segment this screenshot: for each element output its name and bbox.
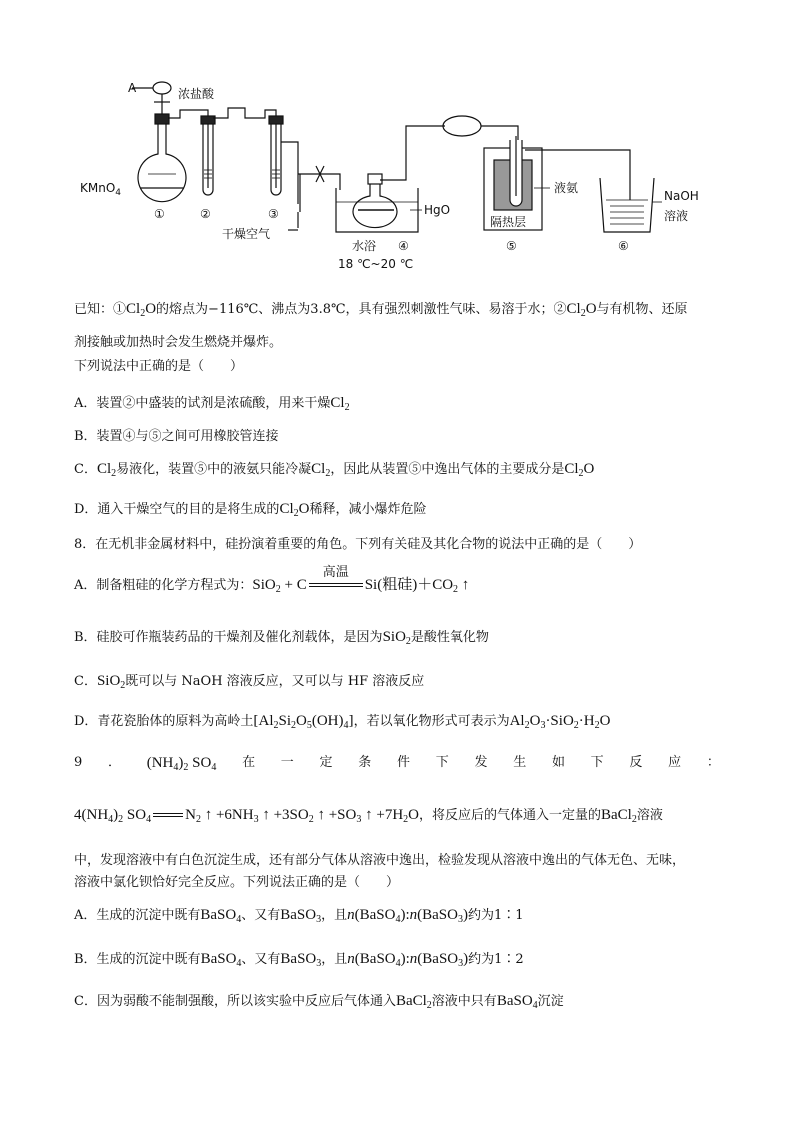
q7-option-a: A．装置②中盛装的试剂是浓硫酸，用来干燥$Cl_2$	[74, 395, 350, 413]
q7-option-d: D．通入干燥空气的目的是将生成的$Cl_2O$稀释，减小爆炸危险	[74, 501, 427, 519]
label-device-6: ⑥	[618, 239, 629, 253]
q8-option-d: D．青花瓷胎体的原料为高岭土$[Al_2Si_2O_5(OH)_4]$，若以氧化物形式可表示为$Al_2O_3\cdot SiO_2\cdot H_2O$	[74, 713, 611, 731]
q9-stem-line-4: 溶液中氯化钡恰好完全反应。下列说法正确的是（ ）	[74, 875, 400, 890]
label-solution: 溶液	[664, 209, 689, 223]
label-device-5: ⑤	[506, 239, 517, 253]
label-a: A	[128, 81, 137, 95]
q9-option-a: A．生成的沉淀中既有BaSO$_4$、又有BaSO$_3$，且n(BaSO$_4$):n(BaSO$_3$)约为1∶1	[74, 907, 524, 925]
known-line-2: 剂接触或加热时会发生燃烧并爆炸。	[74, 335, 283, 350]
q8-option-b: B．硅胶可作瓶装药品的干燥剂及催化剂载体，是因为SiO$_2$是酸性氧化物	[74, 629, 489, 647]
q9-equation-line: $4(NH_4)_2$ $SO_4$ $N_2$ ↑ $+6NH_3$ ↑ $+3SO_2$ ↑ $+SO_3$ ↑ $+7H_2O$，将反应后的气体通入一定量的BaCl$_2$溶液	[74, 807, 663, 825]
label-device-1: ①	[154, 207, 165, 221]
q7-stem: 下列说法中正确的是（ ）	[74, 359, 244, 374]
label-device-4: ④	[398, 239, 409, 253]
q8-option-a: A．制备粗硅的化学方程式为：SiO$_2$ + C 高温 Si(粗硅)$+CO_2$ ↑	[74, 565, 470, 595]
q8-option-c: C．SiO$_2$既可以与 NaOH 溶液反应，又可以与 HF 溶液反应	[74, 673, 425, 691]
label-water-bath: 水浴	[352, 239, 377, 253]
label-device-2: ②	[200, 207, 211, 221]
q9-option-c: C．因为弱酸不能制强酸，所以该实验中反应后气体通入BaCl$_2$溶液中只有BaSO$_4$沉淀	[74, 993, 564, 1011]
label-insulation: 隔热层	[490, 215, 527, 229]
q9-stem-line-1: 9 ． $(NH_4)_2$ $SO_4$ 在 一 定 条 件 下 发 生 如 下 反 应 ：	[74, 755, 720, 773]
label-kmno4: KMnO$_4$	[80, 181, 122, 198]
label-dry-air: 干燥空气	[222, 227, 271, 241]
apparatus-diagram	[70, 70, 750, 280]
q9-stem-line-3: 中，发现溶液中有白色沉淀生成，还有部分气体从溶液中逸出，检验发现从溶液中逸出的气体无色、无味，	[74, 853, 686, 868]
q8-stem: 8．在无机非金属材料中，硅扮演着重要的角色。下列有关硅及其化合物的说法中正确的是（ ）	[74, 537, 642, 552]
label-temperature: 18 ℃~20 ℃	[338, 257, 414, 271]
q7-option-b: B．装置④与⑤之间可用橡胶管连接	[74, 429, 279, 444]
label-liquid-ammonia: 液氨	[554, 181, 579, 195]
label-device-3: ③	[268, 207, 279, 221]
known-line-1: 已知：$①Cl_2O$的熔点为−116℃、沸点为3.8℃，具有强烈刺激性气味、易溶于水；$②Cl_2O$与有机物、还原	[74, 301, 688, 319]
label-hgo: HgO	[424, 203, 451, 217]
q7-option-c: C．$Cl_2$易液化，装置⑤中的液氨只能冷凝$Cl_2$，因此从装置⑤中逸出气体的主要成分是$Cl_2O$	[74, 461, 595, 479]
label-naoh: NaOH	[664, 189, 699, 203]
label-concentrated-hcl: 浓盐酸	[178, 87, 215, 101]
q9-option-b: B．生成的沉淀中既有BaSO$_4$、又有BaSO$_3$，且n(BaSO$_4$):n(BaSO$_3$)约为1∶2	[74, 951, 524, 969]
